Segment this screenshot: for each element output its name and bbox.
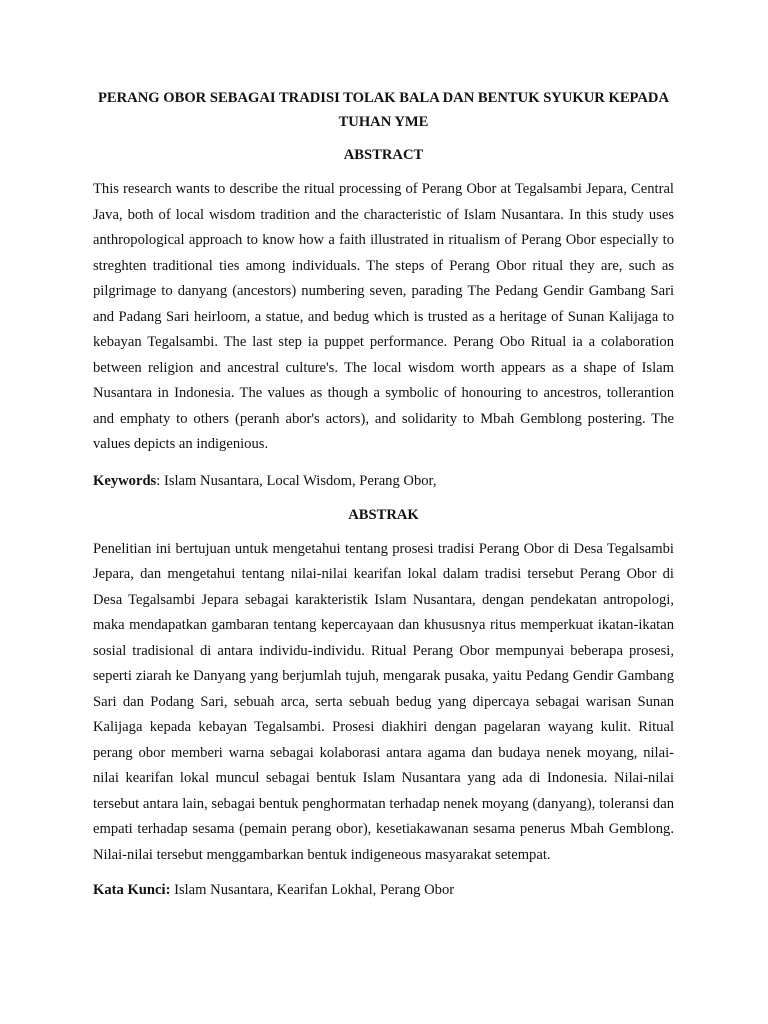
abstract-keywords <box>93 470 674 492</box>
abstrak-keywords <box>93 879 674 901</box>
abstrak-body: Penelitian ini bertujuan untuk mengetahui tentang prosesi tradisi Perang Obor di Desa Tegalsambi Jepara, dan mengetahui tentang nilai-nilai kearifan lokal dalam tradisi tersebut Perang Obor di Desa Tegalsambi Jepara sebagai karakteristik Islam Nusantara, dengan pendekatan antropologi, maka mendapatkan gambaran tentang kepercayaan dan khususnya ritus memperkuat ikatan-ikatan sosial tradisional di antara individu-individu. Ritual Perang Obor mempunyai beberapa prosesi, seperti ziarah ke Danyang yang berjumlah tujuh, mengarak pusaka, yaitu Pedang Gendir Gambang Sari dan Podang Sari, sebuah arca, serta sebuah bedug yang dipercaya sebagai warisan Sunan Kalijaga kepada kebayan Tegalsambi. Prosesi diakhiri dengan pagelaran wayang kulit. Ritual perang obor memberi warna sebagai kolaborasi antara agama dan budaya nenek moyang, nilai-nilai kearifan lokal muncul sebagai bentuk Islam Nusantara yang ada di Indonesia. Nilai-nilai tersebut antara lain, sebagai bentuk penghormatan terhadap nenek moyang (danyang), toleransi dan empati terhadap sesama (pemain perang obor), kesetiakawanan sesama penerus Mbah Gemblong. Nilai-nilai tersebut menggambarkan bentuk indigeneous masyarakat setempat. <box>93 540 674 863</box>
abstract-body: This research wants to describe the ritual processing of Perang Obor at Tegalsambi Jepara, Central Java, both of local wisdom tradition and the characteristic of Islam Nusantara. In this study uses anthropological approach to know how a faith illustrated in ritualism of Perang Obor especially to streghten traditional ties among individuals. The steps of Perang Obor ritual they are, such as pilgrimage to danyang (ancestors) numbering seven, parading The Pedang Gendir Gambang Sari and Padang Sari heirloom, a statue, and bedug which is trusted as a heritage of Sunan Kalijaga to kebayan Tegalsambi. The last step ia puppet performance. Perang Obo Ritual ia a colaboration between religion and ancestral culture's. The local wisdom worth appears as a shape of Islam Nusantara in Indonesia. The values as though a symbolic of honouring to ancestros, tollerantion and emphaty to others (peranh abor's actors), and solidarity to Mbah Gemblong postering. The values depicts an indigenious. <box>93 181 674 452</box>
kata-kunci-value: Islam Nusantara, Kearifan Lokhal, Perang Obor <box>170 882 455 898</box>
keywords-label: Keywords <box>93 472 157 489</box>
abstrak-heading: ABSTRAK <box>348 506 419 523</box>
kata-kunci-label: Kata Kunci: <box>93 882 171 898</box>
paper-title: PERANG OBOR SEBAGAI TRADISI TOLAK BALA DAN BENTUK SYUKUR KEPADA TUHAN YME <box>97 90 669 130</box>
document-page <box>93 86 674 901</box>
abstract-heading: ABSTRACT <box>343 147 424 163</box>
keywords-value: : Islam Nusantara, Local Wisdom, Perang Obor, <box>156 472 437 489</box>
